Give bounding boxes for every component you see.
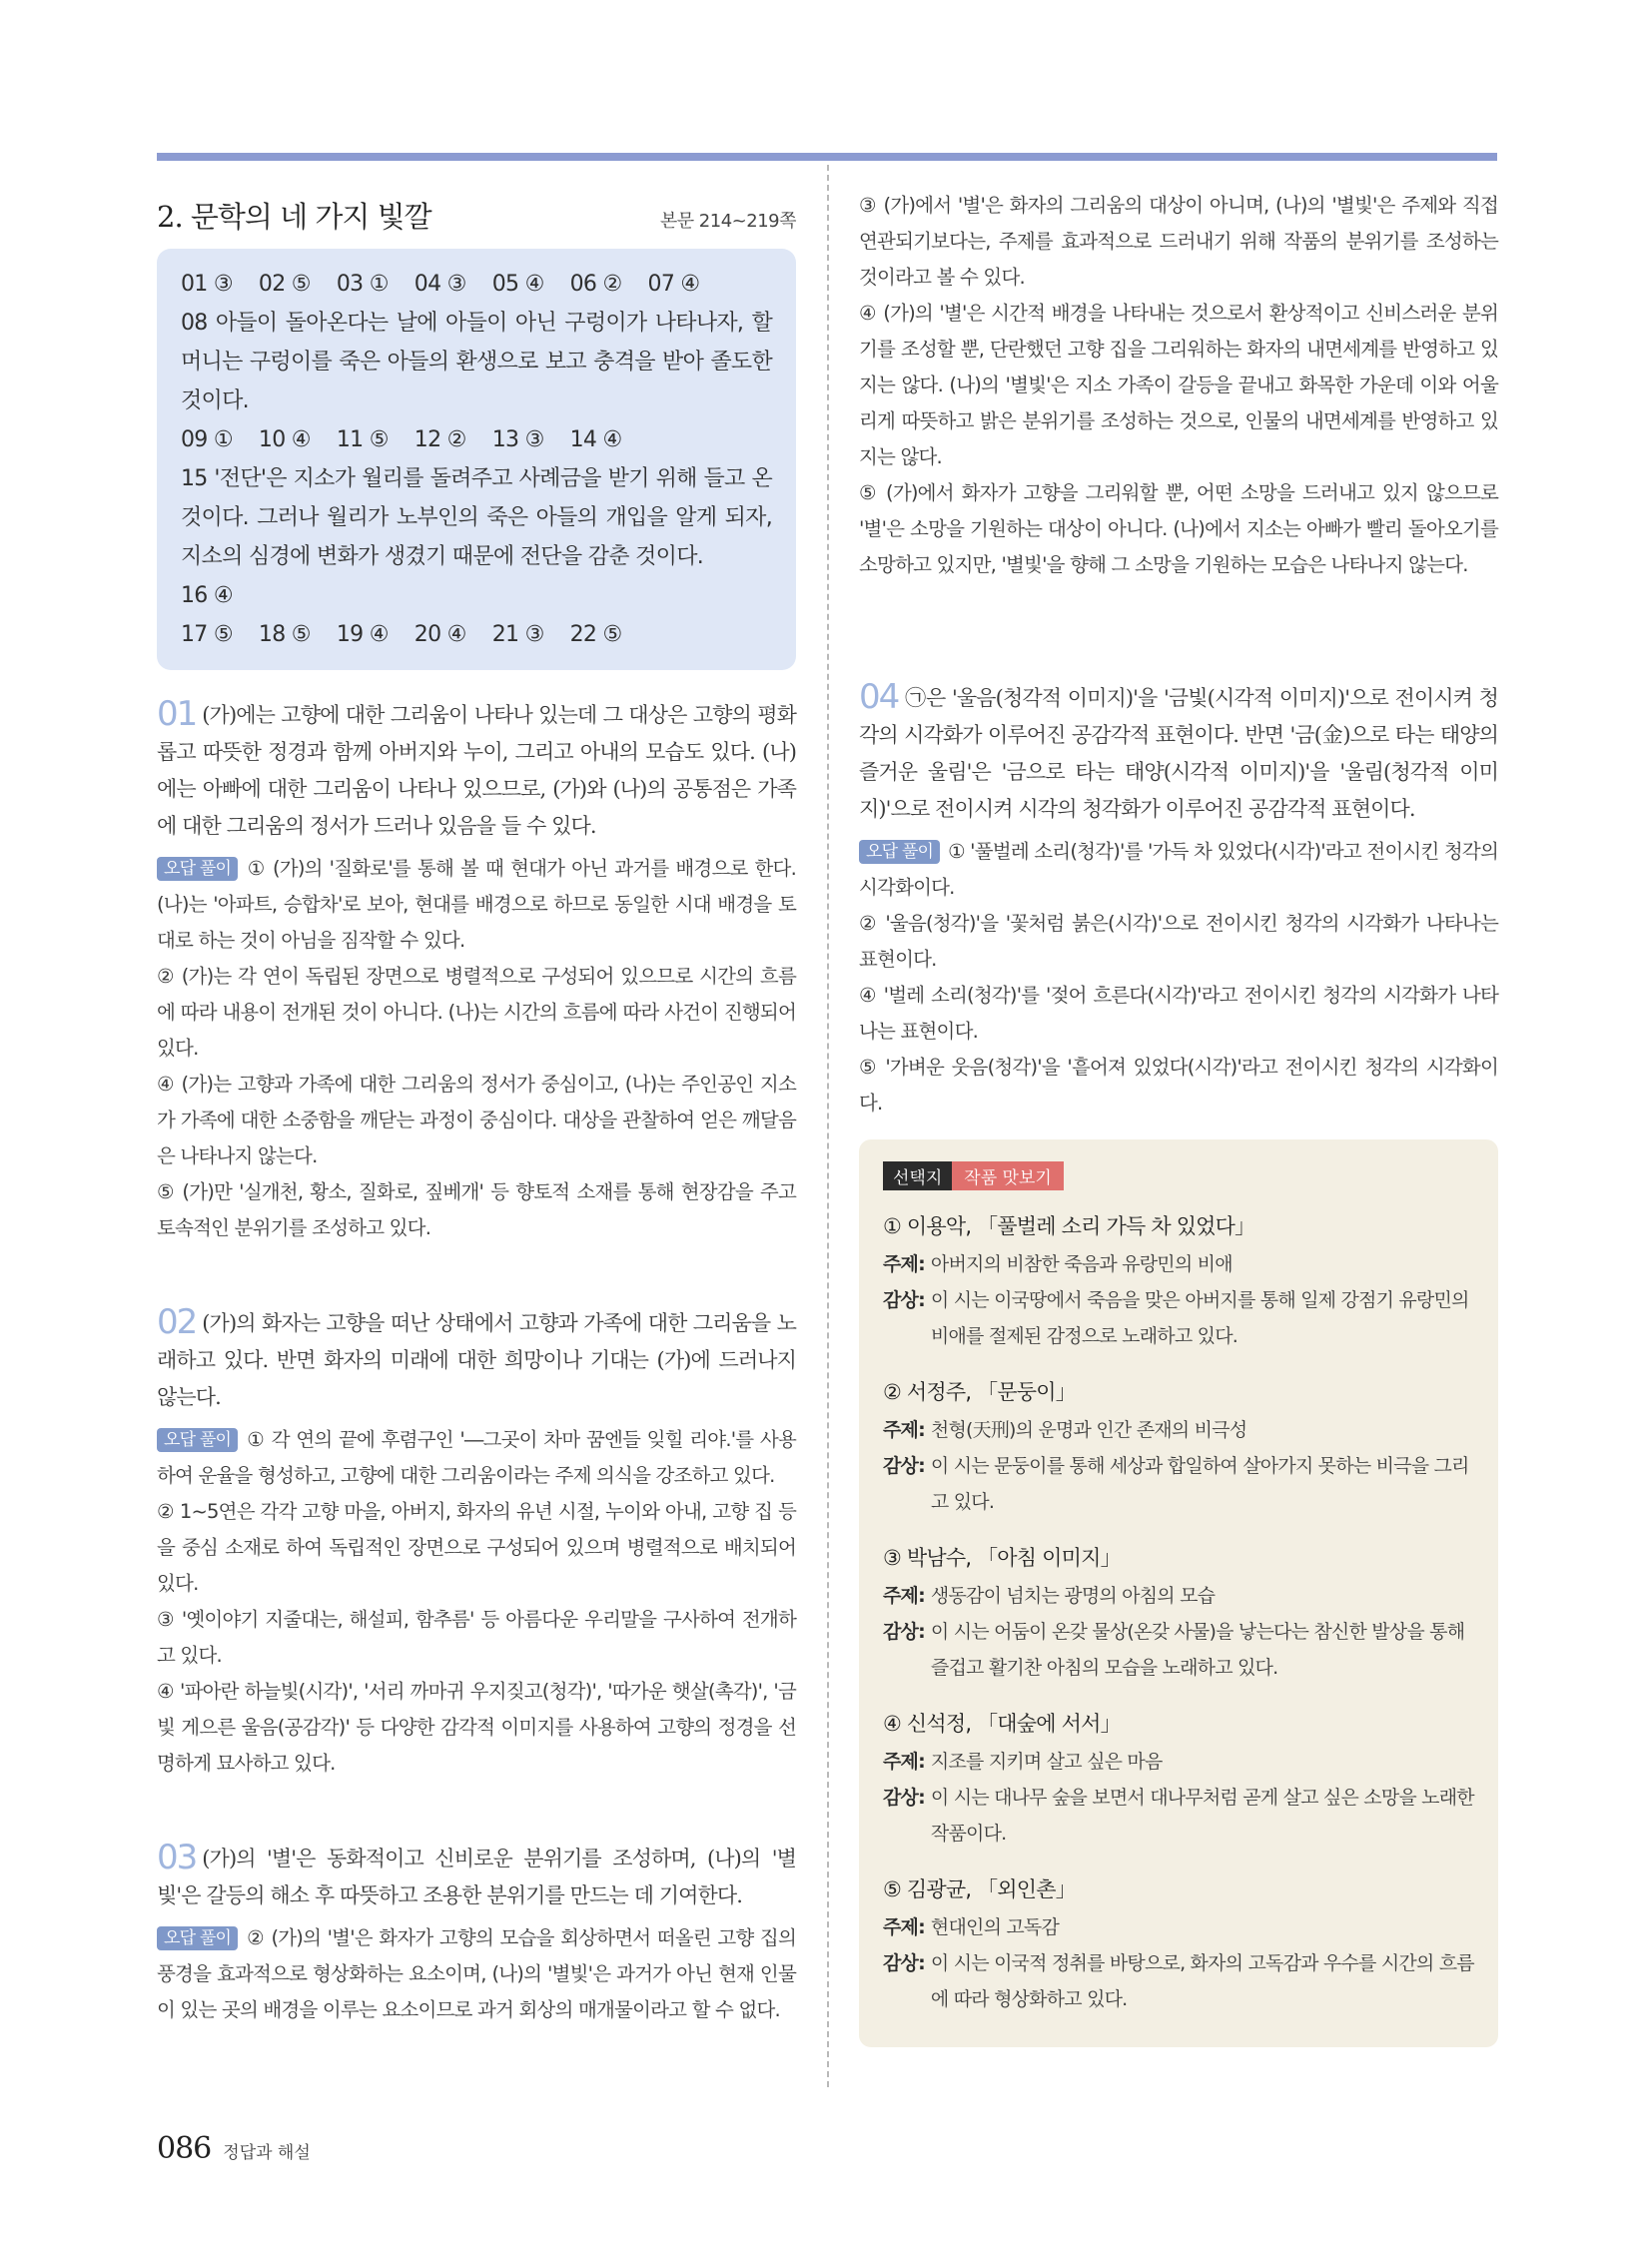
answer-item: 03 ①: [336, 272, 389, 297]
question-lead-text: (가)의 화자는 고향을 떠난 상태에서 고향과 가족에 대한 그리움을 노래하고 있다. 반면 화자의 미래에 대한 희망이나 기대는 (가)에 드러나지 않는다.: [157, 1311, 796, 1409]
answer-15: 15 '전단'은 지소가 월리를 돌려주고 사례금을 받기 위해 들고 온 것이다. 그러나 월리가 노부인의 죽은 아들의 개입을 알게 되자, 지소의 심경에 변화가 생겼기 때문에 전단을 감춘 것이다.: [181, 466, 772, 569]
answer-item: 10 ④: [258, 427, 311, 452]
explanation-text: ① '풀벌레 소리(청각)'를 '가득 차 있었다(시각)'라고 전이시킨 청각의 시각화이다.: [859, 840, 1498, 899]
question-03: [157, 1840, 796, 2028]
work-theme-row: [883, 1578, 1474, 1614]
column-divider: [827, 165, 829, 2087]
work-item: [883, 1706, 1474, 1852]
question-number: 02: [157, 1302, 197, 1342]
theme-key: 주제:: [883, 1916, 925, 1938]
question-01: [157, 696, 796, 1246]
question-lead-text: (가)에는 고향에 대한 그리움이 나타나 있는데 그 대상은 고향의 평화롭고 따뜻한 정경과 함께 아버지와 누이, 그리고 아내의 모습도 있다. (나)에는 아빠에 대한 그리움이 나타나 있으므로, (가)와 (나)의 공통점은 가족에 대한 그리움의 정서가 드러나 있음을 들 수 있다.: [157, 703, 796, 838]
answer-item: 06 ②: [569, 272, 622, 297]
note-key: 감상:: [883, 1455, 925, 1477]
question-lead: [157, 1304, 796, 1416]
answer-item: 22 ⑤: [569, 622, 622, 647]
answer-item: 04 ③: [413, 272, 466, 297]
explanation: ⑤ (가)만 '실개천, 황소, 질화로, 짚베개' 등 향토적 소재를 통해 현장감을 주고 토속적인 분위기를 조성하고 있다.: [157, 1180, 796, 1239]
note-key: 감상:: [883, 1787, 925, 1809]
work-title: ① 이용악, 「풀벌레 소리 가득 차 있었다」: [883, 1214, 1255, 1238]
answer-item: 07 ④: [647, 272, 700, 297]
work-theme: 아버지의 비참한 죽음과 유랑민의 비애: [930, 1253, 1233, 1275]
explanation: ② '울음(청각)'을 '꽃처럼 붉은(시각)'으로 전이시킨 청각의 시각화가 나타나는 표현이다.: [859, 912, 1498, 971]
explanation: [157, 1920, 796, 2028]
work-theme: 지조를 지키며 살고 싶은 마음: [930, 1751, 1163, 1773]
note-key: 감상:: [883, 1289, 925, 1311]
answer-item: 20 ④: [413, 622, 466, 647]
question-number: 03: [157, 1838, 197, 1877]
work-preview-tag: 작품 맛보기: [952, 1161, 1064, 1190]
answer-item: 11 ⑤: [336, 427, 389, 452]
answer-item: 17 ⑤: [181, 622, 233, 647]
work-note-row: [883, 1448, 1474, 1520]
theme-key: 주제:: [883, 1253, 925, 1275]
work-preview-tags: [883, 1161, 1474, 1190]
top-rule: [157, 153, 1497, 161]
work-theme-row: [883, 1246, 1474, 1282]
work-note-row: [883, 1780, 1474, 1852]
work-theme: 천형(天刑)의 운명과 인간 존재의 비극성: [930, 1419, 1247, 1441]
explanation: [157, 1422, 796, 1494]
answer-item: 09 ①: [181, 427, 233, 452]
explanation: ③ '옛이야기 지줄대는, 해설피, 함추름' 등 아름다운 우리말을 구사하여 전개하고 있다.: [157, 1608, 796, 1667]
explanation: ④ '벌레 소리(청각)'를 '젖어 흐른다(시각)'라고 전이시킨 청각의 시각화가 나타나는 표현이다.: [859, 984, 1498, 1043]
question-lead: [157, 696, 796, 845]
work-note: 이 시는 어둠이 온갖 물상(온갖 사물)을 낳는다는 참신한 발상을 통해 즐겁고 활기찬 아침의 모습을 노래하고 있다.: [930, 1621, 1465, 1679]
work-note-row: [883, 1282, 1474, 1354]
question-03-continued: [859, 188, 1498, 583]
work-item: [883, 1208, 1474, 1354]
work-title: ② 서정주, 「문둥이」: [883, 1380, 1076, 1404]
explanation: ② (가)는 각 연이 독립된 장면으로 병렬적으로 구성되어 있으므로 시간의 흐름에 따라 내용이 전개된 것이 아니다. (나)는 시간의 흐름에 따라 사건이 진행되어 있다.: [157, 965, 796, 1060]
explanation-text: ① 각 연의 끝에 후렴구인 '―그곳이 차마 꿈엔들 잊힐 리야.'를 사용하여 운율을 형성하고, 고향에 대한 그리움이라는 주제 의식을 강조하고 있다.: [157, 1428, 796, 1487]
answer-08: 08 아들이 돌아온다는 날에 아들이 아닌 구렁이가 나타나자, 할머니는 구렁이를 죽은 아들의 환생으로 보고 충격을 받아 졸도한 것이다.: [181, 311, 772, 413]
explanation: [859, 834, 1498, 906]
section-header: [157, 195, 796, 243]
answer-row: [181, 615, 772, 654]
explanation-text: ② (가)의 '별'은 화자가 고향의 모습을 회상하면서 떠올린 고향 집의 풍경을 효과적으로 형상화하는 요소이며, (나)의 '별빛'은 과거가 아닌 현재 인물이 있는 곳의 배경을 이루는 요소이므로 과거 회상의 매개물이라고 할 수 없다.: [157, 1926, 796, 2021]
answer-item: 05 ④: [491, 272, 544, 297]
answer-item: 19 ④: [336, 622, 389, 647]
explanation: ④ (가)는 고향과 가족에 대한 그리움의 정서가 중심이고, (나)는 주인공인 지소가 가족에 대한 소중함을 깨닫는 과정이 중심이다. 대상을 관찰하여 얻은 깨달음은 나타나지 않는다.: [157, 1073, 796, 1167]
page-reference: 본문 214~219쪽: [659, 211, 796, 232]
work-note: 이 시는 문둥이를 통해 세상과 합일하여 살아가지 못하는 비극을 그리고 있다.: [930, 1455, 1469, 1513]
work-theme-row: [883, 1744, 1474, 1780]
work-title: ③ 박남수, 「아침 이미지」: [883, 1546, 1121, 1570]
question-lead-text: (가)의 '별'은 동화적이고 신비로운 분위기를 조성하며, (나)의 '별빛'은 갈등의 해소 후 따뜻하고 조용한 분위기를 만드는 데 기여한다.: [157, 1847, 796, 1907]
answer-item: 02 ⑤: [258, 272, 311, 297]
work-note-row: [883, 1945, 1474, 2017]
answer-item: 18 ⑤: [258, 622, 311, 647]
section-title: 2. 문학의 네 가지 빛깔: [157, 200, 431, 234]
explanation-text: ① (가)의 '질화로'를 통해 볼 때 현대가 아닌 과거를 배경으로 한다. (나)는 '아파트, 승합차'로 보아, 현대를 배경으로 하므로 동일한 시대 배경을 토대로 하는 것이 아님을 짐작할 수 있다.: [157, 857, 796, 952]
work-item: [883, 1374, 1474, 1520]
work-note: 이 시는 대나무 숲을 보면서 대나무처럼 곧게 살고 싶은 소망을 노래한 작품이다.: [930, 1787, 1474, 1845]
work-title: ④ 신석정, 「대숲에 서서」: [883, 1712, 1121, 1736]
answer-row: [181, 265, 772, 304]
question-lead-text: ㉠은 '울음(청각적 이미지)'을 '금빛(시각적 이미지)'으로 전이시켜 청각의 시각화가 이루어진 공감각적 표현이다. 반면 '금(金)으로 타는 태양의 즐거운 울림'은 '금으로 타는 태양(시각적 이미지)'을 '울림(청각적 이미지)'으로 전이시켜 시각의 청각화가 이루어진 공감각적 표현이다.: [859, 686, 1498, 821]
work-note: 이 시는 이국땅에서 죽음을 맞은 아버지를 통해 일제 강점기 유랑민의 비애를 절제된 감정으로 노래하고 있다.: [930, 1289, 1469, 1347]
question-04: [859, 679, 1498, 1121]
answer-row: [181, 420, 772, 459]
work-theme: 현대인의 고독감: [930, 1916, 1060, 1938]
theme-key: 주제:: [883, 1419, 925, 1441]
work-note-row: [883, 1614, 1474, 1686]
work-note: 이 시는 이국적 정취를 바탕으로, 화자의 고독감과 우수를 시간의 흐름에 따라 형상화하고 있다.: [930, 1952, 1474, 2010]
answer-key-box: [157, 249, 796, 670]
answer-item: 12 ②: [413, 427, 466, 452]
question-lead: [859, 679, 1498, 828]
explanation: ⑤ '가벼운 웃음(청각)'을 '흩어져 있었다(시각)'라고 전이시킨 청각의 시각화이다.: [859, 1056, 1498, 1115]
explanation: ④ (가)의 '별'은 시간적 배경을 나타내는 것으로서 환상적이고 신비스러운 분위기를 조성할 뿐, 단란했던 고향 집을 그리워하는 화자의 내면세계를 반영하고 있지는 않다. (나)의 '별빛'은 지소 가족이 갈등을 끝내고 화목한 가운데 이와 어울리게 따뜻하고 밝은 분위기를 조성하는 것으로, 인물의 내면세계를 반영하고 있지는 않다.: [859, 302, 1498, 468]
left-column: [157, 195, 796, 2028]
answer-item: 14 ④: [569, 427, 622, 452]
answer-item: 01 ③: [181, 272, 233, 297]
explanation: ③ (가)에서 '별'은 화자의 그리움의 대상이 아니며, (나)의 '별빛'은 주제와 직접 연관되기보다는, 주제를 효과적으로 드러내기 위해 작품의 분위기를 조성하는 것이라고 볼 수 있다.: [859, 194, 1498, 289]
work-theme-row: [883, 1909, 1474, 1945]
note-key: 감상:: [883, 1952, 925, 1974]
explanation: ④ '파아란 하늘빛(시각)', '서리 까마귀 우지짖고(청각)', '따가운 햇살(촉각)', '금빛 게으른 울음(공감각)' 등 다양한 감각적 이미지를 사용하여 고향의 정경을 선명하게 묘사하고 있다.: [157, 1680, 796, 1775]
choices-tag: 선택지: [883, 1161, 952, 1190]
work-theme: 생동감이 넘치는 광명의 아침의 모습: [930, 1585, 1216, 1607]
right-column: [859, 188, 1498, 2047]
answer-item: 21 ③: [491, 622, 544, 647]
work-theme-row: [883, 1412, 1474, 1448]
explanation: ② 1~5연은 각각 고향 마을, 아버지, 화자의 유년 시절, 누이와 아내, 고향 집 등을 중심 소재로 하여 독립적인 장면으로 구성되어 있으며 병렬적으로 배치되어 있다.: [157, 1500, 796, 1595]
explanation: [157, 851, 796, 959]
question-lead: [157, 1840, 796, 1914]
question-number: 01: [157, 694, 197, 734]
page-number: 086: [157, 2131, 212, 2166]
answer-item: 13 ③: [491, 427, 544, 452]
theme-key: 주제:: [883, 1585, 925, 1607]
work-item: [883, 1871, 1474, 2017]
wrong-answer-badge: 오답 풀이: [859, 840, 940, 864]
wrong-answer-badge: 오답 풀이: [157, 1926, 238, 1950]
explanation: ⑤ (가)에서 화자가 고향을 그리워할 뿐, 어떤 소망을 드러내고 있지 않으므로 '별'은 소망을 기원하는 대상이 아니다. (나)에서 지소는 아빠가 빨리 돌아오기를 소망하고 있지만, '별빛'을 향해 그 소망을 기원하는 모습은 나타나지 않는다.: [859, 481, 1498, 576]
wrong-answer-badge: 오답 풀이: [157, 1428, 238, 1452]
question-02: [157, 1304, 796, 1782]
theme-key: 주제:: [883, 1751, 925, 1773]
work-preview-box: [859, 1139, 1498, 2047]
note-key: 감상:: [883, 1621, 925, 1643]
page-footer: [157, 2131, 311, 2166]
question-number: 04: [859, 677, 899, 717]
work-item: [883, 1540, 1474, 1686]
work-title: ⑤ 김광균, 「외인촌」: [883, 1877, 1076, 1901]
wrong-answer-badge: 오답 풀이: [157, 857, 238, 881]
footer-label: 정답과 해설: [223, 2143, 311, 2163]
answer-16: 16 ④: [181, 583, 233, 608]
